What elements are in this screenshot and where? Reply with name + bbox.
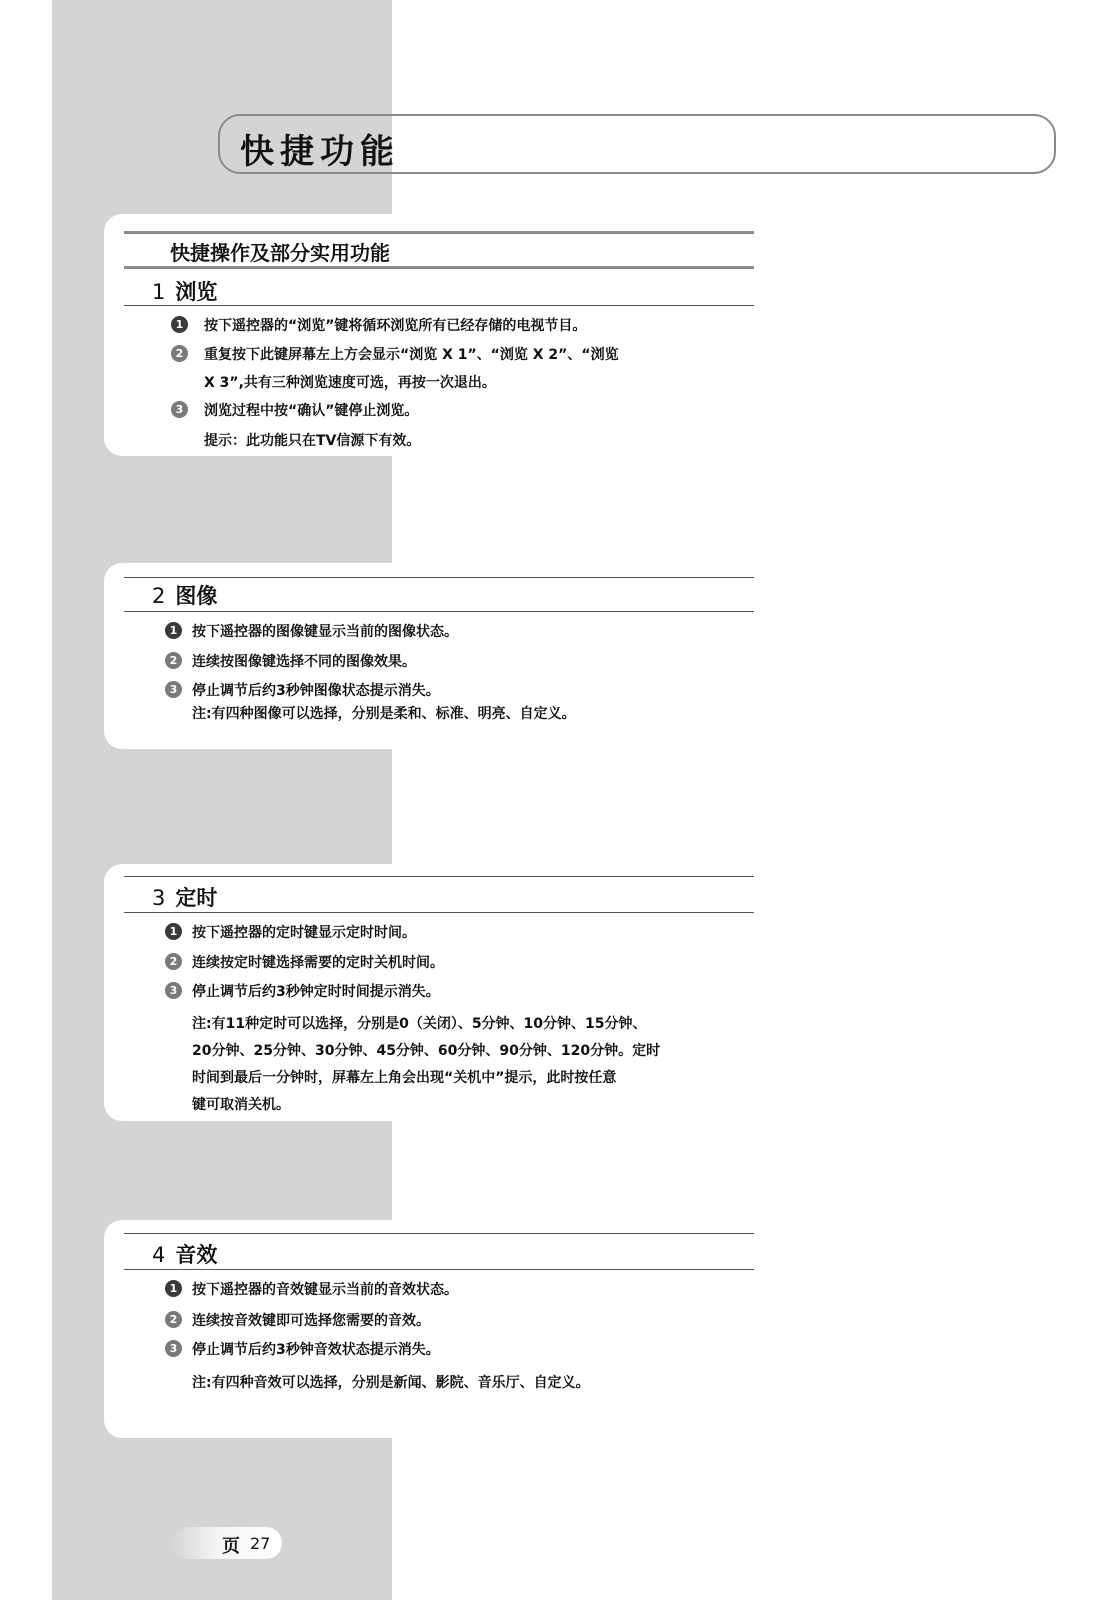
list-item: 浏览过程中按“确认”键停止浏览。 [204, 403, 419, 419]
section-title-4 [152, 1239, 217, 1269]
section-title-text: 定时 [175, 886, 218, 910]
section-number: 1 [152, 280, 166, 304]
section-top-rule [124, 1233, 754, 1234]
bullet-2: 2 [165, 1311, 182, 1328]
bullet-1: 1 [165, 622, 182, 639]
section-number: 2 [152, 584, 166, 608]
section-top-rule [124, 876, 754, 877]
section-number: 4 [152, 1243, 166, 1267]
bullet-3: 3 [171, 401, 188, 418]
section-title-text: 音效 [175, 1243, 218, 1267]
section-rule [124, 912, 754, 913]
note-text: 注:有四种音效可以选择，分别是新闻、影院、音乐厅、自定义。 [192, 1375, 590, 1391]
section-rule [124, 611, 754, 612]
bullet-1: 1 [165, 1280, 182, 1297]
page-title: 快捷功能 [240, 132, 400, 172]
section-heading: 快捷操作及部分实用功能 [170, 241, 390, 265]
section-title-1 [152, 276, 217, 306]
list-item: 按下遥控器的音效键显示当前的音效状态。 [192, 1282, 458, 1298]
list-item: 连续按定时键选择需要的定时关机时间。 [192, 955, 444, 971]
list-item: 连续按图像键选择不同的图像效果。 [192, 654, 416, 670]
bullet-3: 3 [165, 982, 182, 999]
list-item: 重复按下此键屏幕左上方会显示“浏览 X 1”、“浏览 X 2”、“浏览 [204, 347, 619, 363]
section-top-rule [124, 577, 754, 578]
bullet-3: 3 [165, 1340, 182, 1357]
page-number: 27 [250, 1534, 271, 1553]
list-item: 按下遥控器的“浏览”键将循环浏览所有已经存储的电视节目。 [204, 318, 587, 334]
note-text: 键可取消关机。 [192, 1097, 290, 1113]
heading-bottom-rule [124, 266, 754, 269]
list-item: 连续按音效键即可选择您需要的音效。 [192, 1313, 430, 1329]
section-title-text: 浏览 [175, 280, 218, 304]
note-text: 注:有11种定时可以选择，分别是0（关闭）、5分钟、10分钟、15分钟、 [192, 1016, 647, 1032]
section-title-3 [152, 882, 217, 912]
section-title-2 [152, 580, 217, 610]
list-item: 停止调节后约3秒钟音效状态提示消失。 [192, 1342, 440, 1358]
list-item: 按下遥控器的图像键显示当前的图像状态。 [192, 624, 458, 640]
bullet-2: 2 [165, 953, 182, 970]
bullet-3: 3 [165, 681, 182, 698]
list-item: 按下遥控器的定时键显示定时时间。 [192, 925, 416, 941]
section-rule [124, 1269, 754, 1270]
list-item: X 3”,共有三种浏览速度可选，再按一次退出。 [204, 375, 496, 391]
note-text: 注:有四种图像可以选择，分别是柔和、标准、明亮、自定义。 [192, 706, 576, 722]
section-rule [124, 305, 754, 306]
heading-top-rule [124, 231, 754, 234]
note-text: 20分钟、25分钟、30分钟、45分钟、60分钟、90分钟、120分钟。定时 [192, 1043, 661, 1059]
section-number: 3 [152, 886, 166, 910]
list-item: 停止调节后约3秒钟图像状态提示消失。 [192, 683, 440, 699]
note-text: 提示：此功能只在TV信源下有效。 [204, 433, 421, 449]
section-title-text: 图像 [175, 584, 218, 608]
bullet-2: 2 [165, 652, 182, 669]
list-item: 停止调节后约3秒钟定时时间提示消失。 [192, 984, 440, 1000]
page-label: 页 [222, 1536, 240, 1557]
bullet-1: 1 [165, 923, 182, 940]
bullet-2: 2 [171, 345, 188, 362]
bullet-1: 1 [171, 316, 188, 333]
note-text: 时间到最后一分钟时，屏幕左上角会出现“关机中”提示，此时按任意 [192, 1070, 617, 1086]
